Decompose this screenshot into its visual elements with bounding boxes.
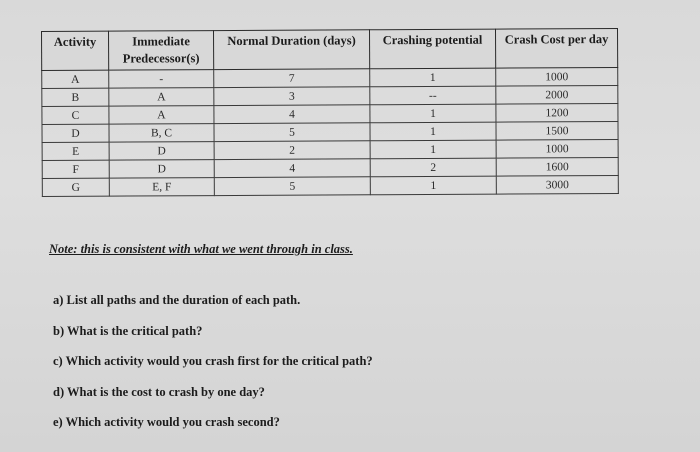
cell-duration: 5: [214, 123, 370, 142]
cell-activity: A: [42, 70, 109, 88]
class-note: Note: this is consistent with what we went through in class.: [49, 242, 353, 256]
question-b: b) What is the critical path?: [53, 324, 203, 338]
cell-predecessor: D: [109, 160, 214, 179]
cell-potential: 1: [370, 68, 496, 87]
cell-predecessor: B, C: [109, 124, 214, 143]
question-c: c) Which activity would you crash first for the critical path?: [53, 354, 373, 368]
header-crash-cost: Crash Cost per day: [495, 28, 617, 68]
cell-duration: 3: [214, 87, 370, 106]
cell-potential: 2: [370, 158, 496, 177]
cell-cost: 1000: [496, 139, 618, 158]
cell-activity: D: [42, 124, 109, 142]
cell-potential: 1: [370, 140, 496, 159]
header-activity: Activity: [42, 31, 109, 70]
table-row: [42, 175, 618, 196]
header-predecessor: Immediate Predecessor(s): [109, 31, 214, 71]
cell-activity: C: [42, 106, 109, 124]
cell-potential: 1: [370, 122, 496, 141]
cell-potential: 1: [370, 104, 496, 123]
question-e: e) Which activity would you crash second?: [53, 415, 280, 429]
cell-duration: 4: [214, 159, 370, 178]
cell-duration: 7: [214, 69, 370, 88]
cell-duration: 5: [214, 177, 370, 196]
cell-activity: G: [42, 178, 109, 196]
cell-activity: F: [42, 160, 109, 178]
header-normal-duration: Normal Duration (days): [214, 30, 370, 70]
question-a: a) List all paths and the duration of each path.: [53, 293, 301, 307]
cell-predecessor: D: [109, 142, 214, 161]
cell-activity: B: [42, 88, 109, 106]
cell-cost: 1000: [496, 67, 618, 86]
cell-cost: 1200: [496, 103, 618, 122]
activity-table: [41, 28, 619, 197]
cell-predecessor: A: [109, 88, 214, 107]
cell-activity: E: [42, 142, 109, 160]
cell-cost: 1500: [496, 121, 618, 140]
cell-predecessor: A: [109, 106, 214, 125]
cell-cost: 1600: [496, 157, 618, 176]
cell-cost: 2000: [496, 85, 618, 104]
cell-potential: 1: [370, 176, 496, 195]
cell-predecessor: -: [109, 70, 214, 89]
cell-predecessor: E, F: [109, 178, 214, 197]
cell-duration: 4: [214, 105, 370, 124]
cell-cost: 3000: [496, 175, 618, 194]
header-crashing-potential: Crashing potential: [369, 29, 495, 69]
cell-duration: 2: [214, 141, 370, 160]
table-header-row: [42, 28, 618, 70]
question-d: d) What is the cost to crash by one day?: [53, 385, 265, 399]
cell-potential: --: [370, 86, 496, 105]
